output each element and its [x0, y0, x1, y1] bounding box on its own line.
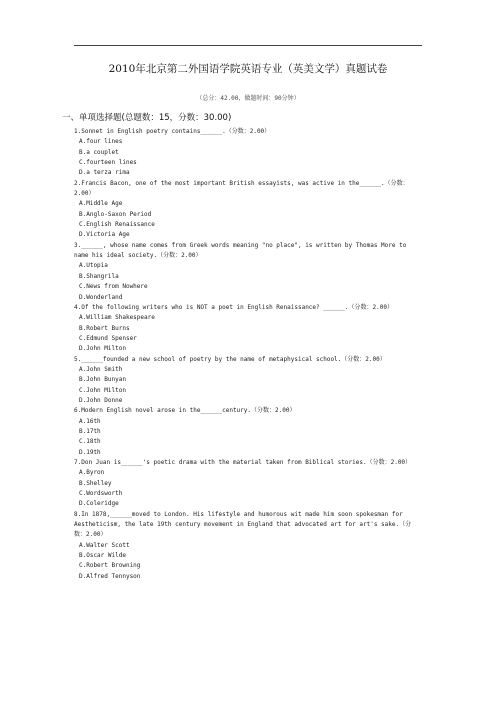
page-title: 2010年北京第二外国语学院英语专业（英美文学）真题试卷 — [108, 63, 388, 75]
answer-option[interactable]: C.Wordsworth — [79, 490, 123, 498]
question-stem-line: name his ideal society.（分数：2.00） — [74, 252, 202, 260]
answer-option[interactable]: D.John Milton — [79, 345, 126, 353]
question-stem-line: 1.Sonnet in English poetry contains______.（分数：2.00） — [74, 128, 271, 135]
answer-option[interactable]: C.Robert Browning — [79, 562, 141, 570]
question-item — [74, 241, 422, 303]
question-stem-line: 4.Of the following writers who is NOT a poet in English Renaissance? ______.（分数：2.00） — [74, 303, 393, 311]
answer-option[interactable]: A.16th — [79, 417, 101, 425]
question-stem-line: 6.Modern English novel arose in the______century.（分数：2.00） — [74, 407, 296, 415]
answer-option[interactable]: D.Alfred Tennyson — [79, 572, 141, 580]
answer-option[interactable]: A.William Shakespeare — [79, 314, 155, 322]
answer-option[interactable]: D.John Donne — [79, 396, 123, 404]
answer-option[interactable]: B.John Bunyan — [79, 376, 126, 384]
answer-option[interactable]: B.Robert Burns — [79, 324, 130, 332]
answer-option[interactable]: A.Utopia — [79, 262, 108, 270]
question-item — [74, 406, 422, 458]
answer-option[interactable]: D.a terza rima — [79, 169, 130, 177]
question-stem-line: 2.Francis Bacon, one of the most important British essayists, was active in the______.（分数： — [74, 179, 409, 187]
question-stem-line: 8.In 1878,______moved to London. His lifestyle and humorous wit made him soon spokesman for — [74, 510, 403, 518]
answer-option[interactable]: D.Wonderland — [79, 293, 123, 301]
answer-option[interactable]: B.Shelley — [79, 479, 112, 487]
answer-option[interactable]: B.Anglo-Saxon Period — [79, 210, 152, 218]
answer-option[interactable]: A.Walter Scott — [79, 541, 130, 549]
answer-option[interactable]: D.19th — [79, 448, 101, 456]
question-item — [74, 510, 422, 582]
question-item — [74, 303, 422, 355]
answer-option[interactable]: B.a couplet — [79, 148, 119, 156]
answer-option[interactable]: B.17th — [79, 427, 101, 435]
answer-option[interactable]: A.Byron — [79, 469, 105, 477]
question-stem-line: 数：2.00） — [74, 531, 107, 539]
question-stem-line: 2.00） — [74, 190, 95, 198]
answer-option[interactable]: C.Edmund Spenser — [79, 334, 137, 342]
question-stem-line: 3.______, whose name comes from Greek words meaning "no place", is written by Thomas More to — [74, 241, 407, 249]
question-item — [74, 355, 422, 407]
answer-option[interactable]: A.John Smith — [79, 365, 123, 373]
answer-option[interactable]: B.Oscar Wilde — [79, 552, 126, 560]
answer-option[interactable]: A.Middle Age — [79, 200, 123, 208]
question-stem-line: Aestheticism, the late 19th century movement in England that advocated art for art's sake.（分 — [74, 521, 412, 529]
exam-info: （总分：42.00，做题时间：90分钟） — [196, 95, 300, 102]
answer-option[interactable]: C.John Milton — [79, 386, 126, 394]
answer-option[interactable]: D.Coleridge — [79, 500, 119, 508]
answer-option[interactable]: A.four lines — [79, 138, 123, 146]
question-stem-line: 5.______founded a new school of poetry by the name of metaphysical school.（分数：2.00） — [74, 355, 386, 363]
section-heading: 一、单项选择题(总题数：15，分数：30.00) — [62, 113, 232, 123]
answer-option[interactable]: C.News from Nowhere — [79, 283, 148, 291]
answer-option[interactable]: C.18th — [79, 438, 101, 446]
answer-option[interactable]: C.fourteen lines — [79, 159, 137, 167]
answer-option[interactable]: B.Shangrila — [79, 272, 119, 280]
answer-option[interactable]: D.Victoria Age — [79, 231, 130, 239]
question-item — [74, 179, 422, 241]
answer-option[interactable]: C.English Renaissance — [79, 221, 155, 229]
top-rule — [74, 45, 422, 46]
question-list — [74, 127, 422, 582]
question-item — [74, 127, 422, 179]
question-stem-line: 7.Don Juan is______'s poetic drama with the material taken from Biblical stories.（分数：2.00） — [74, 459, 412, 466]
question-item — [74, 458, 422, 510]
